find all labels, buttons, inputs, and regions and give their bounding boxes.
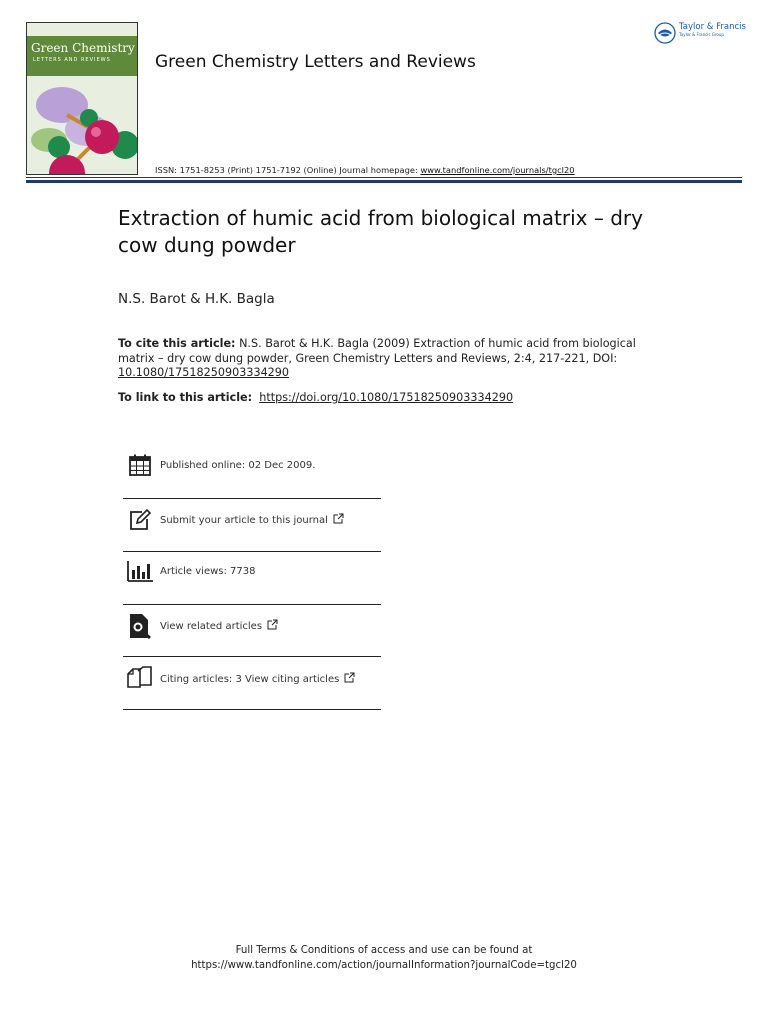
article-views-row (123, 558, 381, 584)
cover-artwork (27, 75, 138, 175)
header-divider-thin (26, 177, 742, 178)
external-link-icon (267, 619, 278, 633)
published-online-text: Published online: 02 Dec 2009. (160, 459, 316, 471)
bar-chart-icon (127, 558, 153, 584)
journal-name: Green Chemistry Letters and Reviews (155, 52, 476, 72)
documents-icon (127, 666, 153, 692)
journal-homepage-link[interactable]: www.tandfonline.com/journals/tgcl20 (420, 165, 575, 175)
article-views-text: Article views: 7738 (160, 565, 256, 577)
cover-title: Green Chemistry (31, 41, 135, 55)
citing-articles-link[interactable]: Citing articles: 3 View citing articles (160, 673, 340, 685)
submit-article-row[interactable] (123, 507, 381, 533)
external-link-icon (333, 513, 344, 527)
publisher-group: Taylor & Francis Group (679, 32, 724, 37)
info-divider (123, 604, 381, 605)
info-divider (123, 709, 381, 710)
info-divider (123, 498, 381, 499)
terms-line: Full Terms & Conditions of access and use can be found at (235, 945, 533, 956)
external-link-icon (344, 672, 355, 686)
related-articles-row[interactable] (123, 613, 381, 639)
publisher-name: Taylor & Francis (679, 22, 746, 32)
article-title: Extraction of humic acid from biological matrix – dry cow dung powder (118, 206, 643, 257)
cite-label: To cite this article: (118, 337, 236, 350)
calendar-icon (127, 452, 153, 478)
info-divider (123, 656, 381, 657)
issn-text: ISSN: 1751-8253 (Print) 1751-7192 (Online) Journal homepage: (155, 165, 418, 175)
info-divider (123, 551, 381, 552)
submit-article-link[interactable]: Submit your article to this journal (160, 514, 328, 526)
terms-url[interactable]: https://www.tandfonline.com/action/journalInformation?journalCode=tgcl20 (191, 960, 577, 971)
terms-footer (0, 943, 768, 973)
article-url-link[interactable]: https://doi.org/10.1080/17518250903334290 (259, 391, 514, 404)
cover-subtitle: LETTERS AND REVIEWS (33, 57, 111, 63)
header-divider-thick (26, 180, 742, 183)
link-label: To link to this article: (118, 391, 253, 404)
taylor-francis-logo-icon (654, 22, 676, 44)
search-document-icon (127, 613, 153, 639)
journal-cover-image (26, 22, 138, 175)
citation-block (118, 337, 638, 381)
publisher-logo[interactable] (654, 22, 746, 44)
edit-icon (127, 507, 153, 533)
citing-articles-row[interactable] (123, 666, 381, 692)
related-articles-link[interactable]: View related articles (160, 620, 263, 632)
published-online-row (123, 452, 381, 478)
article-link-line (118, 391, 513, 404)
doi-link[interactable]: 10.1080/17518250903334290 (118, 366, 290, 379)
cite-text: N.S. Barot & H.K. Bagla (2009) Extraction of humic acid from biological matrix – dry cow dung powder, Green Chemistry Letters and Reviews, 2:4, 217-221, DOI: (118, 337, 636, 365)
article-authors: N.S. Barot & H.K. Bagla (118, 291, 275, 307)
issn-line (155, 165, 575, 175)
